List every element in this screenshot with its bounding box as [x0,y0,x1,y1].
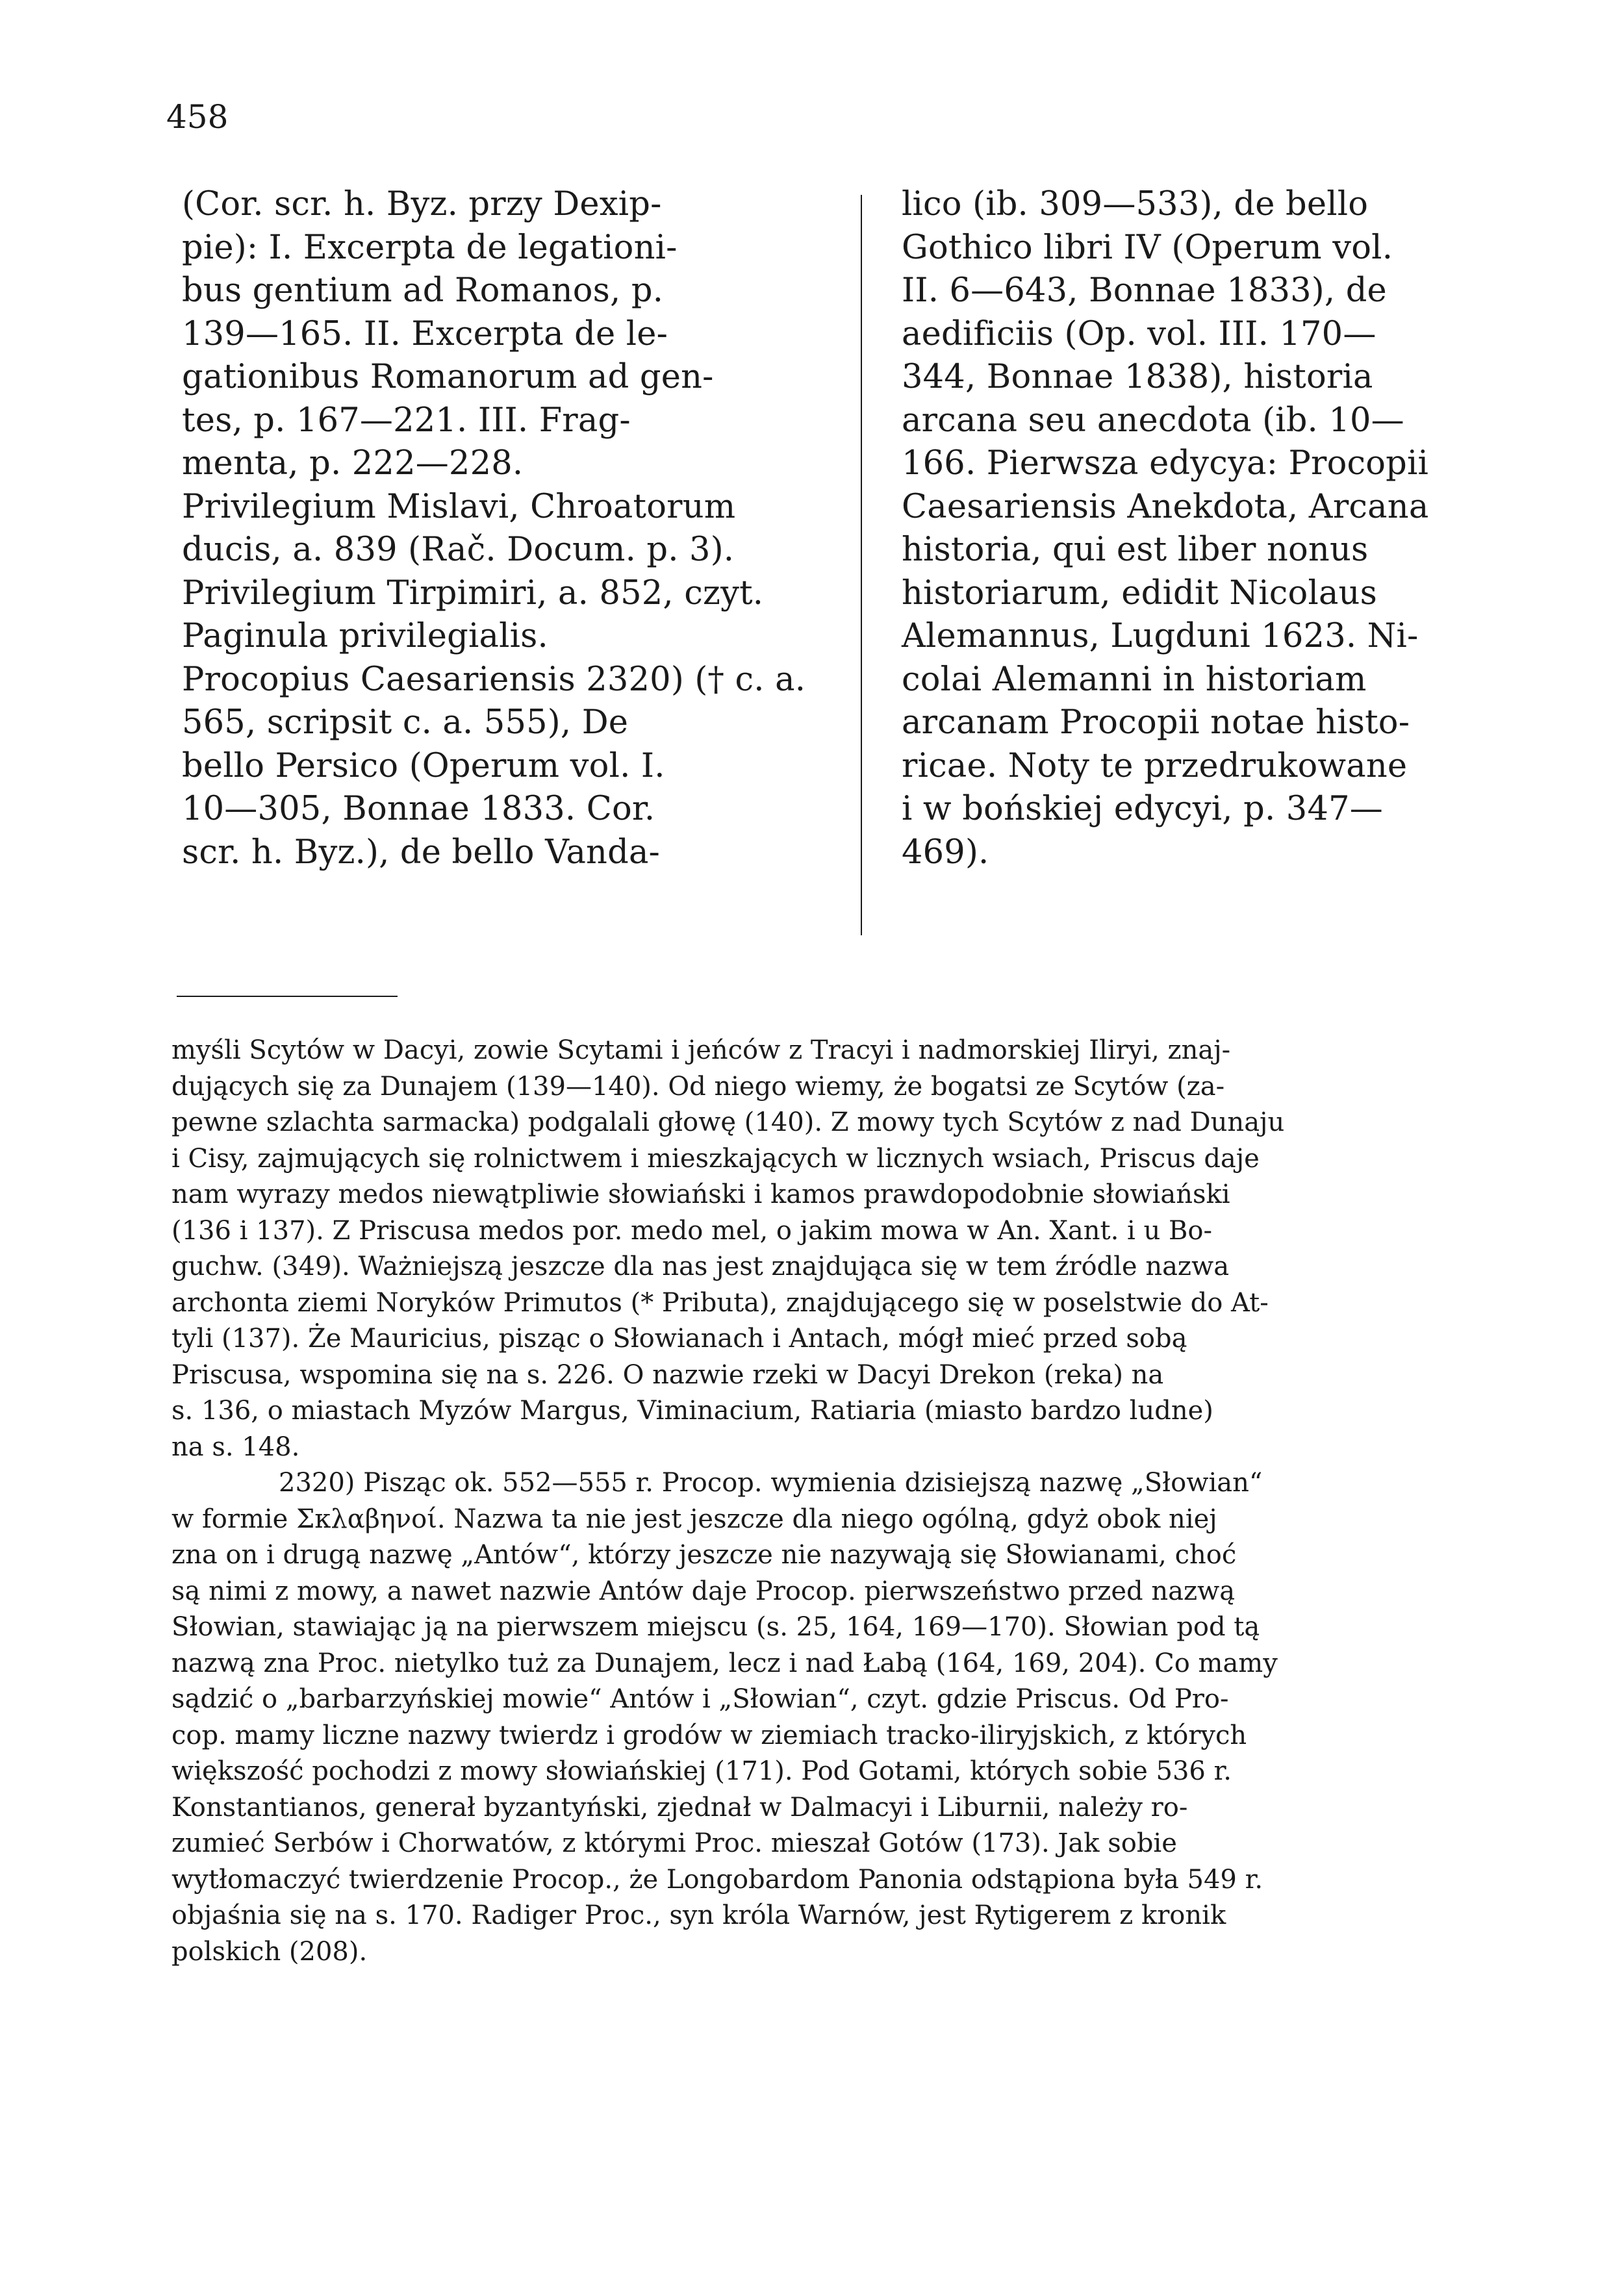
footnote-line: na s. 148. [171,1432,300,1462]
footnote-continuation [171,1033,1516,1465]
entry-excerpta [182,183,841,486]
entry-line: Alemannus, Lugduni 1623. Ni- [902,617,1419,655]
entry-line: Privilegium Mislavi, Chroatorum [182,487,736,526]
entry-line: aedificiis (Op. vol. III. 170— [902,314,1377,353]
entry-line: historia, qui est liber nonus [902,531,1369,569]
footnote-2320 [171,1465,1516,1970]
entry-line: scr. h. Byz.), de bello Vanda- [182,833,660,872]
entry-line: II. 6—643, Bonnae 1833), de [902,271,1387,310]
footnote-line: zna on i drugą nazwę „Antów“, którzy jeszcze nie nazywają się Słowianami, choć [171,1540,1237,1570]
footnote-line: myśli Scytów w Dacyi, zowie Scytami i jeńców z Tracyi i nadmorskiej Iliryi, znaj- [171,1035,1231,1065]
entry-line: Gothico libri IV (Operum vol. [902,228,1393,267]
entry-line: menta, p. 222—228. [182,444,524,483]
entry-line: gationibus Romanorum ad gen- [182,358,714,396]
entry-line: 166. Pierwsza edycya: Procopii [902,444,1429,483]
entry-line: historiarum, edidit Nicolaus [902,574,1377,612]
footnote-line: Konstantianos, generał byzantyński, zjednał w Dalmacyi i Liburnii, należy ro- [171,1792,1188,1823]
entry-line: 10—305, Bonnae 1833. Cor. [182,790,655,828]
footnote-line: nazwą zna Proc. nietylko tuż za Dunajem, lecz i nad Łabą (164, 169, 204). Co mamy [171,1648,1278,1678]
entry-line: arcanam Procopii notae histo- [902,703,1410,742]
footnote-line: są nimi z mowy, a nawet nazwie Antów daje Procop. pierwszeństwo przed nazwą [171,1576,1236,1606]
footnote-line: nam wyrazy medos niewątpliwie słowiański i kamos prawdopodobnie słowiański [171,1180,1230,1209]
entry-line: 344, Bonnae 1838), historia [902,358,1373,396]
entry-line: i w bońskiej edycyi, p. 347— [902,790,1383,828]
entry-line: lico (ib. 309—533), de bello [902,185,1369,223]
footnote-line: i Cisy, zajmujących się rolnictwem i mieszkających w licznych wsiach, Priscus daje [171,1143,1260,1174]
footnote-line: dujących się za Dunajem (139—140). Od niego wiemy, że bogatsi ze Scytów (za- [171,1071,1225,1102]
footnote-line: wytłomaczyć twierdzenie Procop., że Longobardom Panonia odstąpiona była 549 r. [171,1864,1263,1895]
right-column [902,183,1525,874]
footnote-separator [177,996,398,997]
footnote-line: polskich (208). [171,1936,368,1967]
entry-line: arcana seu anecdota (ib. 10— [902,401,1404,440]
footnote-line: 2320) Pisząc ok. 552—555 r. Procop. wymienia dzisiejszą nazwę „Słowian“ [279,1468,1263,1498]
footnote-line: pewne szlachta sarmacka) podgalali głowę (140). Z mowy tych Scytów z nad Dunaju [171,1107,1285,1137]
entry-line: pie): I. Excerpta de legationi- [182,228,678,267]
entry-line: Procopius Caesariensis 2320) († c. a. [182,660,806,699]
entry-line: colai Alemanni in historiam [902,660,1367,699]
footnote-line: archonta ziemi Noryków Primutos (* Pributa), znajdującego się w poselstwie do At- [171,1287,1269,1318]
entry-privilegium-tirpimiri [182,572,841,659]
footnote-line: (136 i 137). Z Priscusa medos por. medo mel, o jakim mowa w An. Xant. i u Bo- [171,1215,1213,1246]
footnote-line: cop. mamy liczne nazwy twierdz i grodów w ziemiach tracko-iliryjskich, z których [171,1720,1247,1750]
footnote-line: sądzić o „barbarzyńskiej mowie“ Antów i „Słowian“, czyt. gdzie Priscus. Od Pro- [171,1684,1229,1714]
footnote-line: objaśnia się na s. 170. Radiger Proc., syn króla Warnów, jest Rytigerem z kronik [171,1900,1226,1930]
entry-line: ducis, a. 839 (Rač. Docum. p. 3). [182,531,735,569]
footnote-line: s. 136, o miastach Myzów Margus, Viminacium, Ratiaria (miasto bardzo ludne) [171,1396,1213,1426]
entry-procopius [182,659,841,875]
page-number: 458 [166,98,229,136]
column-divider [861,195,862,935]
entry-line: ricae. Noty te przedrukowane [902,746,1408,785]
entry-line: bus gentium ad Romanos, p. [182,271,664,310]
footnotes [171,1033,1516,1970]
entry-privilegium-mislavi [182,486,841,572]
entry-line: tes, p. 167—221. III. Frag- [182,401,631,440]
entry-line: bello Persico (Operum vol. I. [182,746,665,785]
entry-line: 565, scripsit c. a. 555), De [182,703,629,742]
footnote-line: w formie Σκλαβηνοί. Nazwa ta nie jest jeszcze dla niego ogólną, gdyż obok niej [171,1504,1217,1534]
footnote-line: zumieć Serbów i Chorwatów, z którymi Proc. mieszał Gotów (173). Jak sobie [171,1828,1177,1858]
footnote-line: guchw. (349). Ważniejszą jeszcze dla nas jest znajdująca się w tem źródle nazwa [171,1252,1230,1281]
entry-line: (Cor. scr. h. Byz. przy Dexip- [182,185,662,223]
footnote-line: tyli (137). Że Mauricius, pisząc o Słowianach i Antach, mógł mieć przed sobą [171,1324,1187,1354]
footnote-line: Priscusa, wspomina się na s. 226. O nazwie rzeki w Dacyi Drekon (reka) na [171,1359,1164,1390]
entry-line: 139—165. II. Excerpta de le- [182,314,668,353]
footnote-line: Słowian, stawiając ją na pierwszem miejscu (s. 25, 164, 169—170). Słowian pod tą [171,1612,1260,1642]
entry-line: 469). [902,833,989,872]
entry-line: Privilegium Tirpimiri, a. 852, czyt. [182,574,764,612]
left-column [182,183,841,874]
entry-line: Paginula privilegialis. [182,617,548,655]
footnote-line: większość pochodzi z mowy słowiańskiej (171). Pod Gotami, których sobie 536 r. [171,1756,1232,1786]
entry-line: Caesariensis Anekdota, Arcana [902,487,1429,526]
